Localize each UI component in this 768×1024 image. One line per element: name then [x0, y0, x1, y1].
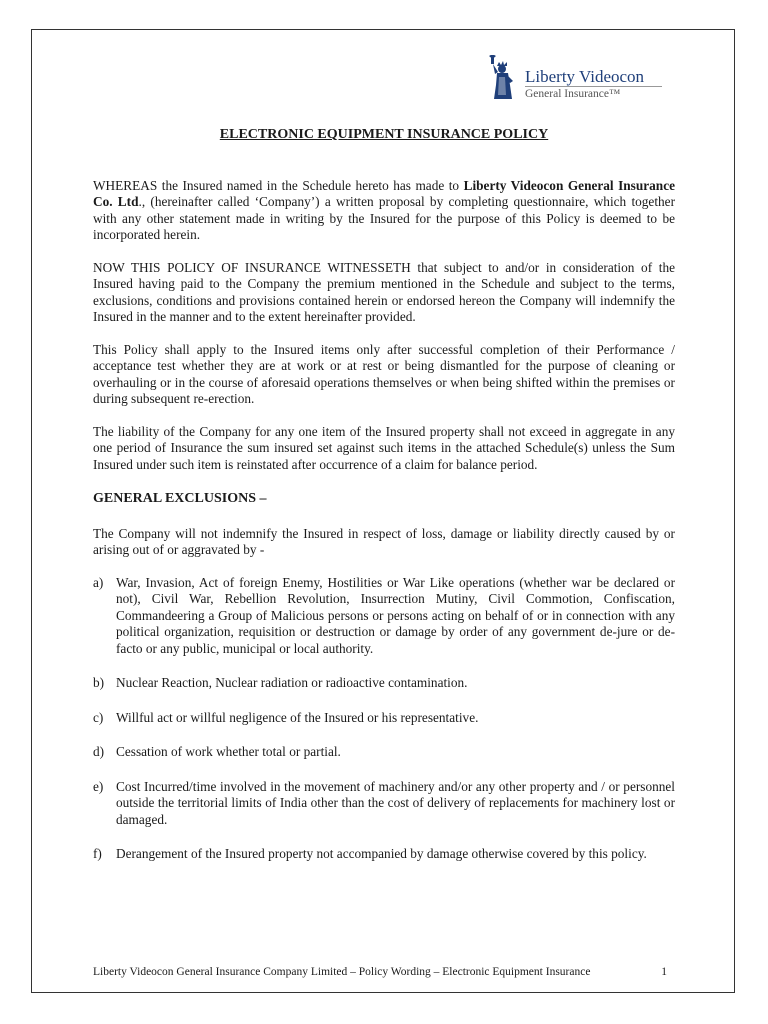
- list-item: [93, 779, 675, 829]
- statue-of-liberty-icon: [483, 55, 521, 101]
- list-item-text: Willful act or willful negligence of the Insured or his representative.: [116, 709, 479, 725]
- list-item-text: War, Invasion, Act of foreign Enemy, Hostilities or War Like operations (whether war be declared or not), Civil War, Rebellion Revolution, Insurrection Mutiny, Civil Commotion, Confiscation, Commandeering a Group of Malicious persons or persons acting on behalf of or in connection with any political organization, requisition or destruction or damage by order of any government de-jure or de-facto or any public, municipal or local authority.: [116, 574, 675, 656]
- company-logo: [483, 55, 663, 103]
- exclusions-heading: GENERAL EXCLUSIONS –: [93, 491, 267, 506]
- policy-content: [93, 127, 675, 881]
- company-name: Liberty Videocon General Insurance Co. Ltd: [93, 177, 675, 209]
- list-item-label: c): [93, 709, 104, 725]
- list-item: [93, 710, 675, 727]
- page-number: 1: [661, 966, 667, 978]
- list-item-label: f): [93, 846, 102, 861]
- paragraph-applicability: This Policy shall apply to the Insured items only after successful completion of their Performance / acceptance test whether they are at work or at rest or being dismantled for the purpose of cleaning or overhauling or in the course of aforesaid operations themselves or when being shifted within the premises or during subsequent re-erection.: [93, 341, 675, 406]
- list-item-text: Nuclear Reaction, Nuclear radiation or radioactive contamination.: [116, 675, 468, 690]
- list-item: [93, 744, 675, 761]
- list-item: [93, 675, 675, 692]
- page-footer: [93, 966, 667, 978]
- exclusions-list: [93, 575, 675, 863]
- list-item: [93, 846, 675, 863]
- exclusions-intro: The Company will not indemnify the Insured in respect of loss, damage or liability directly caused by or arising out of or aggravated by -: [93, 525, 675, 557]
- document-title: ELECTRONIC EQUIPMENT INSURANCE POLICY: [219, 127, 549, 142]
- list-item-text: Cost Incurred/time involved in the movement of machinery and/or any other property and / or personnel outside the territorial limits of India other than the cost of delivery of replacements for machinery lost or damaged.: [116, 778, 675, 827]
- list-item-label: d): [93, 744, 105, 759]
- footer-text: Liberty Videocon General Insurance Company Limited – Policy Wording – Electronic Equipment Insurance: [93, 966, 591, 978]
- paragraph-liability: The liability of the Company for any one item of the Insured property shall not exceed in aggregate in any one period of Insurance the sum insured set against such items in the attached Schedule(s) unless the Sum Insured under such item is reinstated after occurrence of a claim for balance period.: [93, 423, 675, 472]
- logo-brand: Liberty Videocon: [525, 67, 645, 86]
- list-item-label: e): [93, 778, 104, 794]
- list-item-label: b): [93, 675, 105, 690]
- list-item-label: a): [93, 574, 104, 590]
- list-item-text: Cessation of work whether total or partial.: [116, 744, 341, 759]
- paragraph-witnesseth: NOW THIS POLICY OF INSURANCE WITNESSETH that subject to and/or in consideration of the Insured having paid to the Company the premium mentioned in the Schedule and subject to the terms, exclusions, conditions and provisions contained herein or endorsed hereon the Company will indemnify the Insured in the manner and to the extent hereinafter provided.: [93, 259, 675, 324]
- list-item-text: Derangement of the Insured property not accompanied by damage otherwise covered by this policy.: [116, 846, 647, 861]
- list-item: [93, 575, 675, 658]
- logo-subtitle: General Insurance™: [525, 86, 662, 100]
- paragraph-whereas: WHEREAS the Insured named in the Schedule hereto has made to Liberty Videocon General Insurance Co. Ltd., (hereinafter called ‘Company’) a written proposal by completing questionnaire, which together with any other statement made in writing by the Insured for the purpose of this Policy is deemed to be incorporated herein.: [93, 177, 676, 242]
